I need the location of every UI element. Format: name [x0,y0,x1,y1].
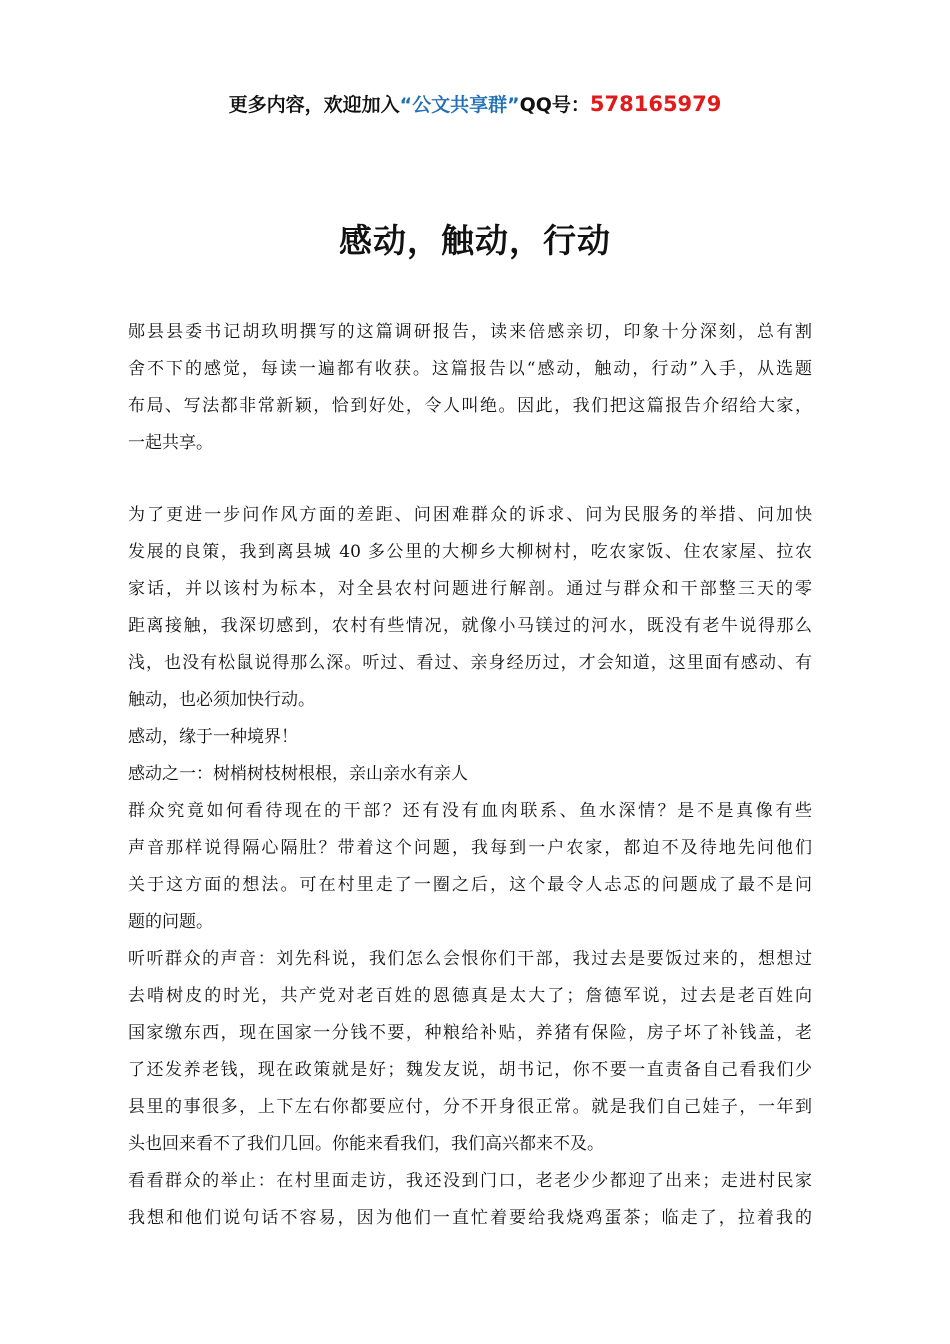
intro-text-line: 郧县县委书记胡玖明撰写的这篇调研报告，读来倍感亲切，印象十分深刻，总有割 [128,322,812,342]
body-text-line: 声音那样说得隔心隔肚？带着这个问题，我每到一户农家，都迫不及待地先问他们 [128,838,812,858]
body-text-line: 国家缴东西，现在国家一分钱不要，种粮给补贴，养猪有保险，房子坏了补钱盖，老 [128,1023,812,1043]
intro-paragraph [128,314,812,462]
intro-text-line: 一起共享。 [128,433,213,453]
body-text-line: 浅，也没有松鼠说得那么深。听过、看过、亲身经历过，才会知道，这里面有感动、有 [128,653,812,673]
body-text-line: 关于这方面的想法。可在村里走了一圈之后，这个最令人忐忑的问题成了最不是问 [128,875,812,895]
main-body [128,497,812,1237]
body-text-line: 家话，并以该村为标本，对全县农村问题进行解剖。通过与群众和干部整三天的零 [128,579,812,599]
body-text-line: 县里的事很多，上下左右你都要应付，分不开身很正常。就是我们自己娃子，一年到 [128,1097,812,1117]
banner-group-name: “公文共享群” [399,94,520,116]
banner-qq-label: QQ号： [519,94,590,116]
body-text-line: 感动之一：树梢树枝树根根，亲山亲水有亲人 [128,764,468,784]
body-text-line: 发展的良策，我到离县城 40 多公里的大柳乡大柳树村，吃农家饭、住农家屋、拉农 [128,542,812,562]
body-text-line: 头也回来看不了我们几回。你能来看我们，我们高兴都来不及。 [128,1134,604,1154]
body-text-line: 触动，也必须加快行动。 [128,690,315,710]
body-text-line: 我想和他们说句话不容易，因为他们一直忙着要给我烧鸡蛋茶；临走了，拉着我的 [128,1208,812,1228]
body-text-line: 感动，缘于一种境界！ [128,727,298,747]
body-text-line: 看看群众的举止：在村里面走访，我还没到门口，老老少少都迎了出来；走进村民家 [128,1171,812,1191]
body-text-line: 了还发养老钱，现在政策就是好；魏发友说，胡书记，你不要一直责备自己看我们少 [128,1060,812,1080]
banner-prefix: 更多内容，欢迎加入 [228,94,400,116]
body-text-line: 为了更进一步问作风方面的差距、问困难群众的诉求、问为民服务的举措、问加快 [128,505,812,525]
body-text-line: 距离接触，我深切感到，农村有些情况，就像小马镁过的河水，既没有老牛说得那么 [128,616,812,636]
banner-qq-number: 578165979 [589,92,722,116]
body-text-line: 听听群众的声音：刘先科说，我们怎么会恨你们干部，我过去是要饭过来的，想想过 [128,949,812,969]
document-title: 感动，触动，行动 [339,221,611,260]
promo-banner [0,90,950,119]
intro-text-line: 舍不下的感觉，每读一遍都有收获。这篇报告以“感动，触动，行动”入手，从选题 [128,359,812,379]
body-text-line: 去啃树皮的时光，共产党对老百姓的恩德真是太大了；詹德军说，过去是老百姓向 [128,986,812,1006]
body-text-line: 群众究竟如何看待现在的干部？还有没有血肉联系、鱼水深情？是不是真像有些 [128,801,812,821]
body-text-line: 题的问题。 [128,912,213,932]
intro-text-line: 布局、写法都非常新颖，恰到好处，令人叫绝。因此，我们把这篇报告介绍给大家， [128,396,812,416]
